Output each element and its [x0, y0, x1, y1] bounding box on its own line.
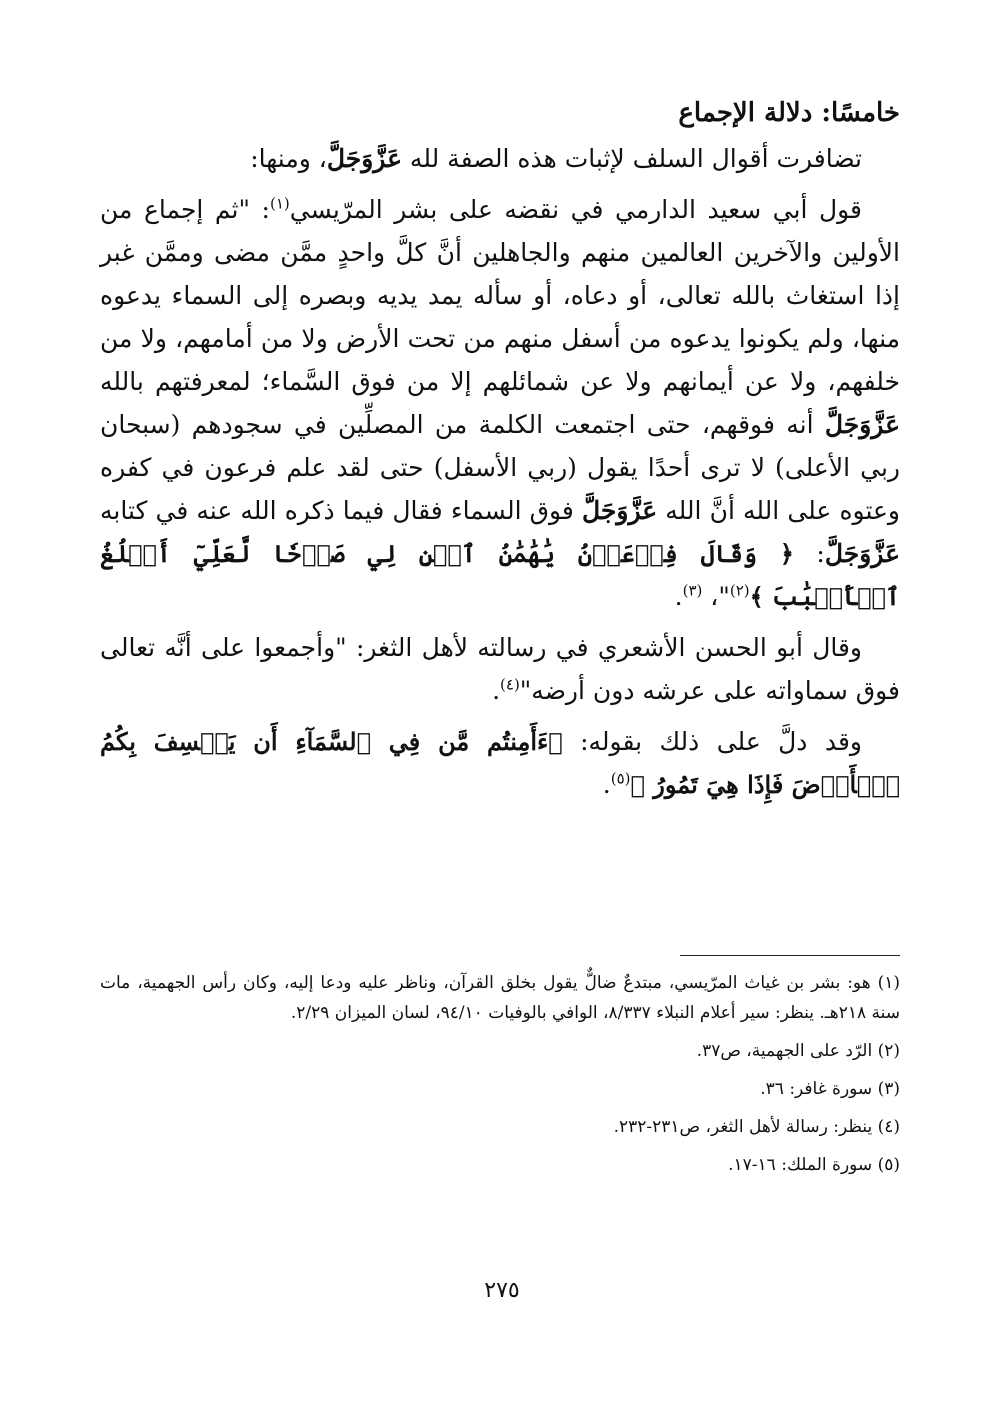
footnote-ref-2[interactable]: (٢) — [729, 581, 750, 600]
honorific-phrase: عَزَّوَجَلَّ — [824, 410, 900, 439]
footnotes-section — [100, 968, 900, 1188]
text-segment: . — [492, 676, 501, 705]
paragraph-darimi-quote — [100, 188, 900, 618]
quran-verse: ﴿ءَأَمِنتُم مَّن فِي ٱلسَّمَآءِ أَن يَخۡسِفَ بِكُمُ ٱلۡأَرۡضَ فَإِذَا هِيَ تَمُورُ ﴾ — [100, 727, 900, 799]
honorific-phrase: عَزَّوَجَلَّ — [824, 539, 901, 568]
section-heading: خامسًا: دلالة الإجماع — [678, 98, 900, 128]
footnote-5: (٥) سورة الملك: ١٦-١٧. — [728, 1155, 900, 1175]
text-segment: فوق السماء فقال فيما ذكره الله عنه في كتابه — [100, 496, 582, 525]
text-segment: : — [793, 539, 825, 568]
text-segment: وقد دلَّ على ذلك بقوله: — [562, 727, 862, 756]
footnote-ref-4[interactable]: (٤) — [500, 675, 520, 694]
paragraph-ashari-quote — [100, 626, 900, 712]
footnote-4: (٤) ينظر: رسالة لأهل الثغر، ص٢٣١-٢٣٢. — [613, 1117, 900, 1137]
text-segment: "، — [702, 582, 730, 611]
footnote-2: (٢) الرّد على الجهمية، ص٣٧. — [696, 1041, 900, 1061]
paragraph-intro — [100, 137, 900, 180]
paragraph-verse-evidence — [100, 720, 900, 806]
text-segment: وقال أبو الحسن الأشعري في رسالته لأهل الثغر: "وأجمعوا على أنَّه تعالى فوق سماواته على عرشه دون أرضه" — [100, 633, 900, 705]
text-segment: قول أبي سعيد الدارمي في نقضه على بشر المرّيسي — [289, 195, 863, 224]
text-segment: : "ثم إجماع من الأولين والآخرين العالمين منهم والجاهلين أنَّ كلَّ واحدٍ ممَّن مضى وممَّن غبر إذا استغاث بالله تعالى، أو دعاه، أو سأله يمد يديه وبصره إلى السماء يدعوه منها، ولم يكونوا يدعوه من أسفل منهم من تحت الأرض ولا من أمامهم، ولا من خلفهم، ولا عن أيمانهم ولا عن شمائلهم إلا من فوق السَّماء؛ لمعرفتهم بالله — [100, 195, 900, 396]
text-segment: أنه فوقهم، حتى اجتمعت الكلمة من المصلِّين في سجودهم (سبحان ربي الأعلى) لا ترى أحدًا يقول (ربي الأسفل) حتى لقد علم فرعون في كفره وعتوه على الله أنَّ الله — [100, 410, 900, 525]
page-number: ٢٧٥ — [484, 1278, 520, 1303]
main-text — [100, 92, 900, 806]
quran-verse: ﴿ وَقَالَ فِرۡعَوۡنُ يَٰهَٰمَٰنُ ٱبۡنِ لِي صَرۡحٗا لَّعَلِّيٓ أَبۡلُغُ ٱلۡأَسۡبَٰبَ ﴾ — [100, 539, 900, 611]
honorific-phrase: عَزَّوَجَلَّ — [581, 496, 658, 525]
honorific-phrase: عَزَّوَجَلَّ — [326, 144, 402, 173]
footnote-1: (١) هو: بشر بن غياث المرّيسي، مبتدعٌ ضالٌّ يقول بخلق القرآن، وناظر عليه ودعا إليه، وكان رأس الجهمية، مات سنة ٢١٨هـ. ينظر: سير أعلام النبلاء ٨/٣٣٧، الوافي بالوفيات ٩٤/١٠، لسان الميزان ٢/٢٩. — [100, 973, 900, 1023]
footnote-3: (٣) سورة غافر: ٣٦. — [760, 1079, 900, 1099]
text-segment: . — [674, 582, 683, 611]
text-segment: ، ومنها: — [250, 144, 327, 173]
footnote-ref-3[interactable]: (٣) — [682, 581, 703, 600]
footnote-ref-5[interactable]: (٥) — [610, 769, 631, 788]
footnote-ref-1[interactable]: (١) — [269, 194, 290, 213]
footnote-separator — [680, 955, 900, 956]
text-segment: . — [602, 770, 611, 799]
text-segment: تضافرت أقوال السلف لإثبات هذه الصفة لله — [401, 144, 862, 173]
